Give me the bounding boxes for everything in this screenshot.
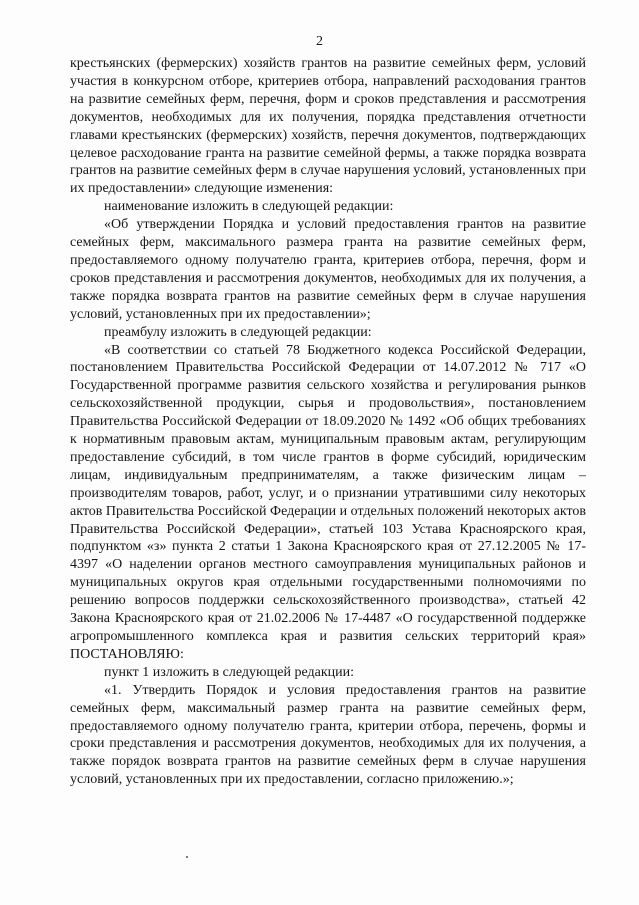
paragraph-point1-instruction: пункт 1 изложить в следующей редакции: [104, 664, 354, 680]
page-number: 2 [316, 34, 323, 49]
paragraph-preamble-instruction: преамбулу изложить в следующей редакции: [104, 324, 372, 340]
paragraph-new-point1: «1. Утвердить Порядок и условия предоставления грантов на развитие семейных ферм, максимальный размер гранта на развитие семейных ферм, предоставляемого одному получателю гранта, критерии отбора, перечень, формы и сроки представления и рассмотрения документов, необходимых для их получения, а также порядок возврата грантов на развитие семейных ферм в случае нарушения условий, установленных при их предоставлении, согласно приложению.»; [70, 682, 586, 788]
paragraph-title-instruction: наименование изложить в следующей редакции: [104, 199, 394, 215]
scan-speck [186, 856, 188, 858]
document-body [70, 55, 586, 789]
paragraph-new-preamble: «В соответствии со статьей 78 Бюджетного кодекса Российской Федерации, постановлением Правительства Российской Федерации от 14.07.2012 № 717 «О Государственной программе развития сельского хозяйства и регулирования рынков сельскохозяйственной продукции, сырья и продовольствия», постановлением Правительства Российской Федерации от 18.09.2020 № 1492 «Об общих требованиях к нормативным правовым актам, муниципальным правовым актам, регулирующим предоставление субсидий, в том числе грантов в форме субсидий, юридическим лицам, индивидуальным предпринимателям, а также физическим лицам – производителям товаров, работ, услуг, и о признании утратившими силу некоторых актов Правительства Российской Федерации и отдельных положений некоторых актов Правительства Российской Федерации», статьей 103 Устава Красноярского края, подпунктом «з» пункта 2 статьи 1 Закона Красноярского края от 27.12.2005 № 17-4397 «О наделении органов местного самоуправления муниципальных районов и муниципальных округов края отдельными государственными полномочиями по решению вопросов поддержки сельскохозяйственного производства», статьей 42 Закона Красноярского края от 21.02.2006 № 17-4487 «О государственной поддержке агропромышленного комплекса края и развития сельских территорий края» ПОСТАНОВЛЯЮ: [70, 342, 586, 662]
paragraph-new-title: «Об утверждении Порядка и условий предоставления грантов на развитие семейных ферм, максимального размера гранта на развитие семейных ферм, предоставляемого одному получателю гранта, критериев отбора, перечня, форм и сроков представления и рассмотрения документов, необходимых для их получения, а также порядка возврата грантов на развитие семейных ферм в случае нарушения условий, установленных при их предоставлении»; [70, 217, 586, 322]
paragraph-continuation: крестьянских (фермерских) хозяйств грантов на развитие семейных ферм, условий участия в конкурсном отборе, критериев отбора, направлений расходования грантов на развитие семейных ферм, перечня, форм и сроков представления и рассмотрения документов, необходимых для их получения, порядка представления отчетности главами крестьянских (фермерских) хозяйств, перечня документов, подтверждающих целевое расходование гранта на развитие семейной фермы, а также порядка возврата грантов на развитие семейных ферм в случае нарушения условий, установленных при их предоставлении» следующие изменения: [70, 56, 586, 197]
